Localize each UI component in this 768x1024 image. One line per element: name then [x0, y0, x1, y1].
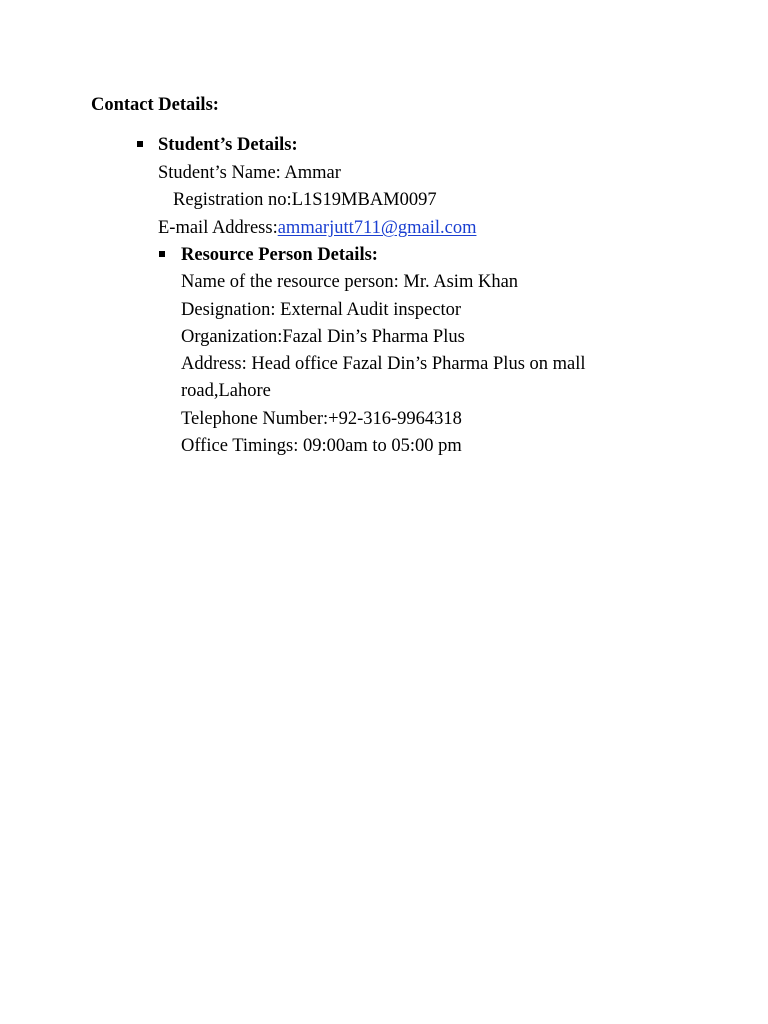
square-bullet-icon [159, 251, 165, 257]
resource-details-title: Resource Person Details: [181, 245, 378, 265]
resource-organization: Organization:Fazal Din’s Pharma Plus [181, 327, 465, 347]
student-details-title: Student’s Details: [158, 135, 298, 155]
email-row [158, 216, 476, 240]
square-bullet-icon [137, 141, 143, 147]
resource-office-timings: Office Timings: 09:00am to 05:00 pm [181, 436, 462, 456]
resource-designation: Designation: External Audit inspector [181, 300, 462, 320]
student-name: Student’s Name: Ammar [158, 163, 341, 183]
resource-person-name: Name of the resource person: Mr. Asim Khan [181, 272, 519, 292]
registration-number: Registration no:L1S19MBAM0097 [173, 190, 437, 210]
resource-telephone: Telephone Number:+92-316-9964318 [181, 409, 462, 429]
section-heading: Contact Details: [91, 95, 219, 115]
email-label: E-mail Address: [158, 218, 278, 238]
email-link[interactable]: ammarjutt711@gmail.com [277, 218, 477, 238]
resource-address: Address: Head office Fazal Din’s Pharma Plus on mall [181, 354, 586, 374]
resource-address-cont: road,Lahore [181, 381, 271, 401]
